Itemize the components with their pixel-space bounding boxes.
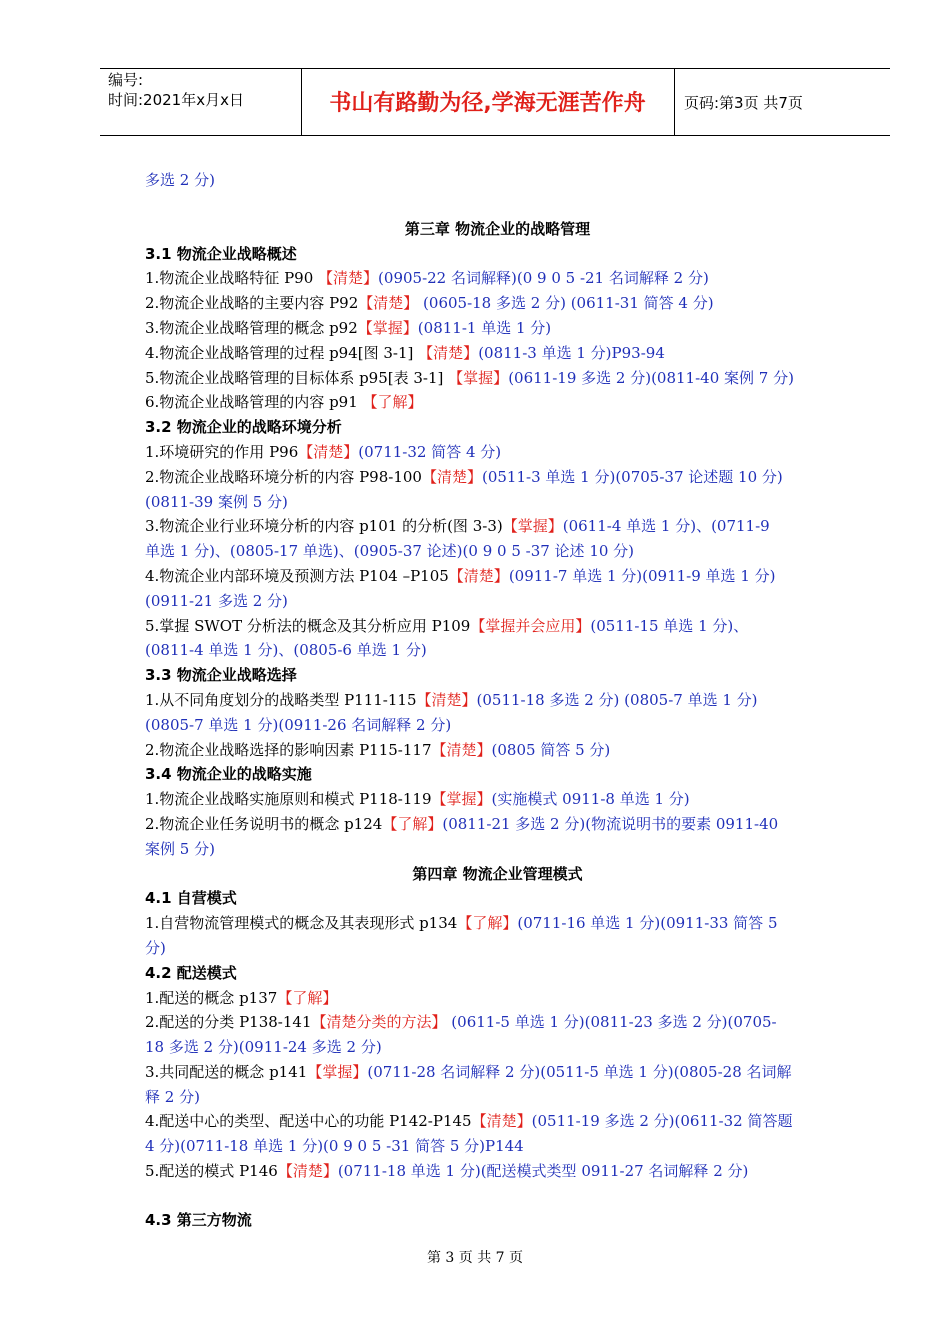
document-time-label: 时间:2021年x月x日 — [108, 91, 244, 109]
line-text: 4.2 配送模式 — [145, 963, 237, 982]
section-heading — [145, 415, 850, 440]
outline-line — [145, 1159, 850, 1184]
line-text: 3.2 物流企业的战略环境分析 — [145, 418, 342, 437]
outline-line — [145, 440, 850, 465]
exam-reference: (0711-28 名词解释 2 分)(0511-5 单选 1 分)(0805-28 名词解 — [367, 1062, 792, 1081]
requirement-tag: 【清楚】 — [421, 467, 482, 486]
line-text: 3.4 物流企业的战略实施 — [145, 765, 312, 784]
outline-line — [145, 787, 850, 812]
line-text: 4.配送中心的类型、配送中心的功能 P142-P145 — [145, 1112, 472, 1131]
outline-line — [145, 688, 850, 713]
line-text: 4.3 第三方物流 — [145, 1210, 252, 1229]
exam-reference: (0811-4 单选 1 分)、(0805-6 单选 1 分) — [145, 641, 427, 660]
exam-reference: (0811-1 单选 1 分) — [417, 318, 552, 337]
document-number-label: 编号: — [108, 71, 144, 89]
requirement-tag: 【掌握】 — [502, 517, 563, 536]
outline-line — [145, 266, 850, 291]
exam-reference: (0805 简答 5 分) — [491, 740, 611, 759]
exam-reference: (0811-39 案例 5 分) — [145, 492, 288, 511]
requirement-tag: 【清楚】 — [416, 690, 477, 709]
outline-line — [145, 1060, 850, 1085]
header-motto: 书山有路勤为径,学海无涯苦作舟 — [329, 91, 646, 116]
outline-line — [145, 1109, 850, 1134]
outline-line — [145, 291, 850, 316]
requirement-tag: 【掌握并会应用】 — [470, 616, 591, 635]
line-text: 6.物流企业战略管理的内容 p91 — [145, 393, 363, 412]
requirement-tag: 【清楚】 — [448, 566, 509, 585]
requirement-tag: 【清楚】 — [431, 740, 492, 759]
line-text: 1.物流企业战略特征 P90 — [145, 269, 319, 288]
line-text: 2.物流企业战略环境分析的内容 P98-100 — [145, 467, 422, 486]
exam-reference: 分) — [145, 938, 166, 957]
outline-line — [145, 1035, 850, 1060]
outline-line — [145, 1134, 850, 1159]
exam-reference: (0805-7 单选 1 分)(0911-26 名词解释 2 分) — [145, 715, 452, 734]
requirement-tag: 【掌握】 — [431, 790, 492, 809]
header-bottom-rule — [100, 135, 890, 136]
chapter-heading — [145, 217, 850, 242]
section-heading — [145, 762, 850, 787]
outline-line — [145, 341, 850, 366]
section-heading — [145, 886, 850, 911]
exam-reference: 多选 2 分) — [145, 171, 215, 189]
line-text: 2.物流企业战略选择的影响因素 P115-117 — [145, 740, 432, 759]
outline-line — [145, 316, 850, 341]
requirement-tag: 【清楚】 — [418, 343, 479, 362]
requirement-tag: 【清楚】 — [318, 269, 379, 288]
outline-line — [145, 514, 850, 539]
line-text: 4.物流企业战略管理的过程 p94[图 3-1] — [145, 343, 419, 362]
exam-reference: (0511-19 多选 2 分)(0611-32 简答题 — [531, 1112, 793, 1131]
requirement-tag: 【清楚分类的方法】 — [311, 1013, 447, 1032]
exam-reference: (0605-18 多选 2 分) (0611-31 简答 4 分) — [418, 294, 714, 313]
line-text: 3.共同配送的概念 p141 — [145, 1062, 308, 1081]
exam-reference: (0511-18 多选 2 分) (0805-7 单选 1 分) — [476, 690, 758, 709]
exam-reference: (0911-7 单选 1 分)(0911-9 单选 1 分) — [508, 566, 776, 585]
outline-line — [145, 936, 850, 961]
requirement-tag: 【了解】 — [362, 393, 423, 412]
header-meta — [108, 70, 244, 110]
requirement-tag: 【了解】 — [457, 914, 518, 933]
line-text: 2.物流企业任务说明书的概念 p124 — [145, 814, 383, 833]
outline-line — [145, 168, 850, 193]
outline-line — [145, 713, 850, 738]
requirement-tag: 【清楚】 — [298, 442, 359, 461]
exam-reference: 18 多选 2 分)(0911-24 多选 2 分) — [145, 1038, 382, 1057]
blank-line — [145, 1184, 850, 1208]
requirement-tag: 【掌握】 — [357, 318, 418, 337]
requirement-tag: 【清楚】 — [277, 1162, 338, 1181]
document-body — [145, 168, 850, 1233]
exam-reference: (0811-3 单选 1 分)P93-94 — [478, 343, 665, 362]
header-divider-right — [674, 68, 675, 135]
exam-reference: (0511-15 单选 1 分)、 — [590, 616, 749, 635]
line-text: 1.环境研究的作用 P96 — [145, 442, 299, 461]
requirement-tag: 【掌握】 — [448, 368, 509, 387]
requirement-tag: 【了解】 — [382, 814, 443, 833]
outline-line — [145, 1085, 850, 1110]
exam-reference: (0711-32 简答 4 分) — [358, 442, 502, 461]
outline-line — [145, 911, 850, 936]
outline-line — [145, 738, 850, 763]
line-text: 2.物流企业战略的主要内容 P92 — [145, 294, 359, 313]
line-text: 5.掌握 SWOT 分析法的概念及其分析应用 P109 — [145, 616, 471, 635]
line-text: 5.物流企业战略管理的目标体系 p95[表 3-1] — [145, 368, 449, 387]
requirement-tag: 【掌握】 — [307, 1062, 368, 1081]
line-text: 3.3 物流企业战略选择 — [145, 666, 297, 685]
exam-reference: (0511-3 单选 1 分)(0705-37 论述题 10 分) — [481, 467, 783, 486]
outline-line — [145, 465, 850, 490]
exam-reference: (0611-4 单选 1 分)、(0711-9 — [562, 517, 770, 536]
line-text: 3.物流企业行业环境分析的内容 p101 的分析(图 3-3) — [145, 517, 503, 536]
outline-line — [145, 539, 850, 564]
line-text: 3.物流企业战略管理的概念 p92 — [145, 318, 358, 337]
exam-reference: 单选 1 分)、(0805-17 单选)、(0905-37 论述)(0 9 0 5 -37 论述 10 分) — [145, 542, 635, 561]
exam-reference: (实施模式 0911-8 单选 1 分) — [491, 790, 690, 809]
outline-line — [145, 837, 850, 862]
line-text: 1.自营物流管理模式的概念及其表现形式 p134 — [145, 914, 458, 933]
line-text: 4.1 自营模式 — [145, 889, 237, 908]
exam-reference: (0911-21 多选 2 分) — [145, 591, 288, 610]
outline-line — [145, 589, 850, 614]
outline-line — [145, 564, 850, 589]
line-text: 第四章 物流企业管理模式 — [412, 864, 583, 883]
requirement-tag: 【清楚】 — [358, 294, 419, 313]
line-text: 5.配送的模式 P146 — [145, 1162, 278, 1181]
line-text: 第三章 物流企业的战略管理 — [404, 219, 591, 238]
section-heading — [145, 663, 850, 688]
line-text: 4.物流企业内部环境及预测方法 P104 –P105 — [145, 566, 449, 585]
line-text: 1.物流企业战略实施原则和模式 P118-119 — [145, 790, 432, 809]
section-heading — [145, 1208, 850, 1233]
line-text: 3.1 物流企业战略概述 — [145, 244, 297, 263]
exam-reference: (0905-22 名词解释)(0 9 0 5 -21 名词解释 2 分) — [378, 269, 709, 288]
section-heading — [145, 961, 850, 986]
outline-line — [145, 986, 850, 1011]
outline-line — [145, 614, 850, 639]
outline-line — [145, 812, 850, 837]
outline-line — [145, 490, 850, 515]
exam-reference: 案例 5 分) — [145, 839, 215, 858]
outline-line — [145, 366, 850, 391]
exam-reference: 释 2 分) — [145, 1087, 200, 1106]
requirement-tag: 【清楚】 — [471, 1112, 532, 1131]
exam-reference: (0811-21 多选 2 分)(物流说明书的要素 0911-40 — [442, 814, 779, 833]
outline-line — [145, 638, 850, 663]
exam-reference: (0611-19 多选 2 分)(0811-40 案例 7 分) — [508, 368, 794, 387]
header-page-info: 页码:第3页 共7页 — [684, 94, 803, 112]
exam-reference: 4 分)(0711-18 单选 1 分)(0 9 0 5 -31 简答 5 分)P144 — [145, 1137, 524, 1156]
line-text: 2.配送的分类 P138-141 — [145, 1013, 312, 1032]
requirement-tag: 【了解】 — [277, 988, 338, 1007]
line-text: 1.从不同角度划分的战略类型 P111-115 — [145, 690, 417, 709]
exam-reference: (0711-18 单选 1 分)(配送模式类型 0911-27 名词解释 2 分) — [337, 1162, 749, 1181]
outline-line — [145, 1010, 850, 1035]
blank-line — [145, 193, 850, 217]
outline-line — [145, 390, 850, 415]
line-text: 1.配送的概念 p137 — [145, 988, 278, 1007]
page-footer: 第 3 页 共 7 页 — [426, 1250, 524, 1266]
section-heading — [145, 242, 850, 267]
chapter-heading — [145, 862, 850, 887]
exam-reference: (0711-16 单选 1 分)(0911-33 简答 5 — [517, 914, 778, 933]
exam-reference: (0611-5 单选 1 分)(0811-23 多选 2 分)(0705- — [446, 1013, 777, 1032]
